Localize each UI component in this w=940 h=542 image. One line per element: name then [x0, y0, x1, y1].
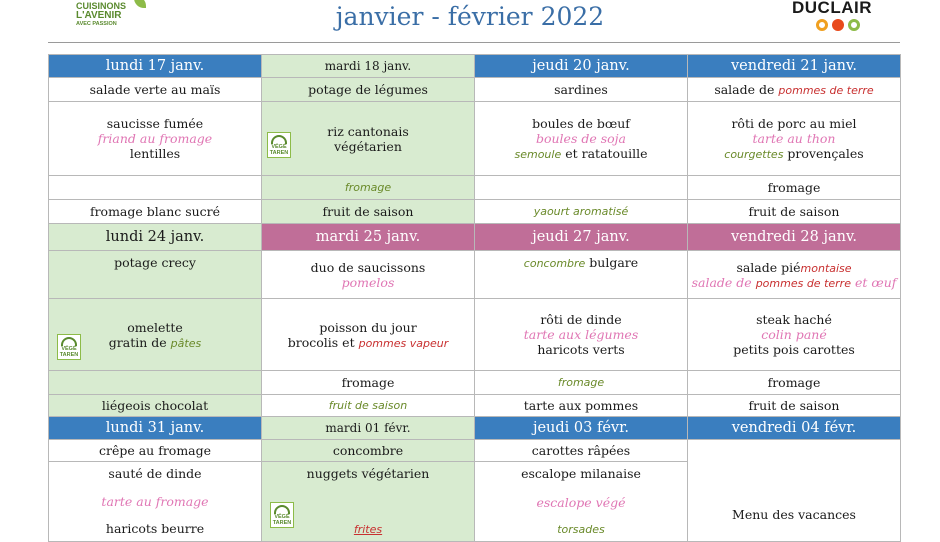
vegetarian-logo-icon [270, 502, 294, 528]
week2-dessert-row [49, 395, 901, 417]
menu-item [688, 78, 901, 102]
week1-header-row [49, 55, 901, 78]
day-header-friday: vendredi 28 janv. [688, 224, 901, 251]
menu-item: brocolis et [287, 334, 355, 350]
menu-item-vegetarian: boules de soja [535, 131, 626, 146]
menu-item: haricots beurre [105, 521, 205, 536]
menu-item-script: pommes vapeur [358, 336, 449, 350]
week1-starter-row [49, 78, 901, 102]
menu-cell-vegetarian [262, 102, 475, 176]
menu-item: liégeois chocolat [49, 395, 262, 417]
menu-item: rôti de dinde [540, 312, 622, 327]
menu-item-vegetarian: escalope végé [536, 494, 626, 510]
menu-item: provençales [787, 146, 864, 161]
menu-item: fromage [262, 371, 475, 395]
logo-line-1: CUISINONS [76, 1, 127, 11]
menu-item: saucisse fumée [106, 116, 204, 131]
menu-item-script: torsades [557, 523, 605, 536]
veg-logo-text: TAREN [269, 149, 289, 156]
menu-item: salade verte au maïs [49, 78, 262, 102]
menu-item-script: montaise [800, 261, 852, 275]
week1-cheese-row [49, 176, 901, 200]
day-header-monday: lundi 17 janv. [49, 55, 262, 78]
day-header-monday: lundi 24 janv. [49, 224, 262, 251]
menu-item: bulgare [589, 255, 639, 270]
menu-item: escalope milanaise [521, 466, 641, 481]
menu-item: Menu des vacances [688, 440, 901, 542]
menu-item: gratin de [108, 334, 167, 350]
menu-item-vegetarian: et œuf [854, 274, 897, 290]
duclair-logo [790, 0, 890, 34]
menu-item-vegetarian: pomelos [341, 274, 395, 290]
vegetarian-logo-icon [267, 132, 291, 158]
menu-table [48, 54, 901, 542]
menu-item: poisson du jour [319, 319, 417, 335]
veg-logo-text: VÉGÉ [61, 345, 77, 352]
day-header-tuesday: mardi 18 janv. [262, 55, 475, 78]
menu-item: haricots verts [537, 342, 625, 357]
menu-item: fruit de saison [688, 200, 901, 224]
menu-item: concombre [262, 440, 475, 462]
menu-item: potage crecy [49, 251, 262, 299]
menu-cell [688, 102, 901, 176]
menu-cell [688, 251, 901, 299]
menu-item-script: fruit de saison [262, 395, 475, 417]
day-header-tuesday: mardi 01 févr. [262, 417, 475, 440]
day-header-monday: lundi 31 janv. [49, 417, 262, 440]
menu-cell [262, 251, 475, 299]
week3-header-row [49, 417, 901, 440]
menu-cell [262, 299, 475, 371]
menu-item: fromage blanc sucré [49, 200, 262, 224]
menu-item-vegetarian: salade de [691, 274, 752, 290]
menu-item: fruit de saison [688, 395, 901, 417]
menu-item: crêpe au fromage [49, 440, 262, 462]
menu-item: steak haché [756, 312, 832, 327]
menu-item-script: semoule [514, 148, 562, 161]
empty-cell [475, 176, 688, 200]
menu-item-script: yaourt aromatisé [475, 200, 688, 224]
menu-cell [475, 251, 688, 299]
menu-item: riz cantonais végétarien [327, 123, 409, 154]
menu-cell-vegetarian [49, 299, 262, 371]
week3-starter-row [49, 440, 901, 462]
menu-item: fromage [688, 371, 901, 395]
menu-cell [49, 102, 262, 176]
menu-cell [475, 102, 688, 176]
veg-logo-text: TAREN [59, 351, 79, 358]
menu-item-script: courgettes [724, 148, 784, 161]
header-divider [48, 42, 900, 43]
week2-starter-row [49, 251, 901, 299]
day-header-friday: vendredi 04 févr. [688, 417, 901, 440]
day-header-tuesday: mardi 25 janv. [262, 224, 475, 251]
menu-item: nuggets végétarien [306, 466, 430, 481]
menu-item-script: pommes de terre [778, 84, 874, 97]
week1-main-row [49, 102, 901, 176]
menu-item: salade pié [736, 259, 801, 275]
day-header-thursday: jeudi 03 févr. [475, 417, 688, 440]
week2-cheese-row [49, 371, 901, 395]
orange-ring-icon [816, 19, 828, 31]
day-header-thursday: jeudi 27 janv. [475, 224, 688, 251]
day-header-thursday: jeudi 20 janv. [475, 55, 688, 78]
menu-item: fromage [688, 176, 901, 200]
menu-item-script: pâtes [170, 336, 202, 350]
veg-logo-text: VÉGÉ [271, 143, 287, 150]
menu-item-script: fromage [475, 371, 688, 395]
menu-item-script: fromage [262, 176, 475, 200]
menu-cell [688, 299, 901, 371]
page-title: janvier - février 2022 [335, 2, 605, 31]
menu-item-script: frites [353, 523, 383, 536]
menu-item: tarte aux pommes [475, 395, 688, 417]
veg-logo-text: TAREN [272, 520, 292, 526]
menu-item-vegetarian: friand au fromage [97, 131, 213, 146]
menu-item: boules de bœuf [532, 116, 630, 131]
menu-item: duo de saucissons [310, 259, 426, 275]
menu-cell [475, 299, 688, 371]
duclair-logo-text: DUCLAIR [792, 0, 872, 17]
week1-dessert-row [49, 200, 901, 224]
empty-cell [49, 371, 262, 395]
week2-main-row [49, 299, 901, 371]
menu-item: fruit de saison [262, 200, 475, 224]
veg-logo-text: VÉGÉ [274, 514, 290, 520]
menu-item-vegetarian: colin pané [761, 327, 827, 342]
logo-line-2: L'AVENIR [76, 10, 122, 21]
red-dot-icon [832, 19, 844, 31]
menu-item: carottes râpées [475, 440, 688, 462]
menu-item-vegetarian: tarte au fromage [101, 493, 209, 509]
week2-header-row [49, 224, 901, 251]
menu-item-script: pommes de terre [755, 276, 851, 290]
empty-cell [49, 176, 262, 200]
logo-line-3: AVEC PASSION [76, 21, 117, 27]
menu-item: omelette [127, 319, 183, 335]
menu-item: lentilles [129, 146, 181, 161]
vegetarian-logo-icon [57, 334, 81, 360]
menu-item-text: salade de [714, 82, 775, 97]
menu-item-vegetarian: tarte aux légumes [523, 327, 639, 342]
menu-item-script: concombre [523, 257, 586, 270]
menu-item-vegetarian: tarte au thon [752, 131, 836, 146]
menu-item: rôti de porc au miel [731, 116, 857, 131]
menu-item: sauté de dinde [108, 466, 202, 481]
menu-item: sardines [475, 78, 688, 102]
menu-item: potage de légumes [262, 78, 475, 102]
menu-item: petits pois carottes [733, 342, 855, 357]
day-header-friday: vendredi 21 janv. [688, 55, 901, 78]
menu-item: et ratatouille [565, 146, 648, 161]
green-ring-icon [848, 19, 860, 31]
